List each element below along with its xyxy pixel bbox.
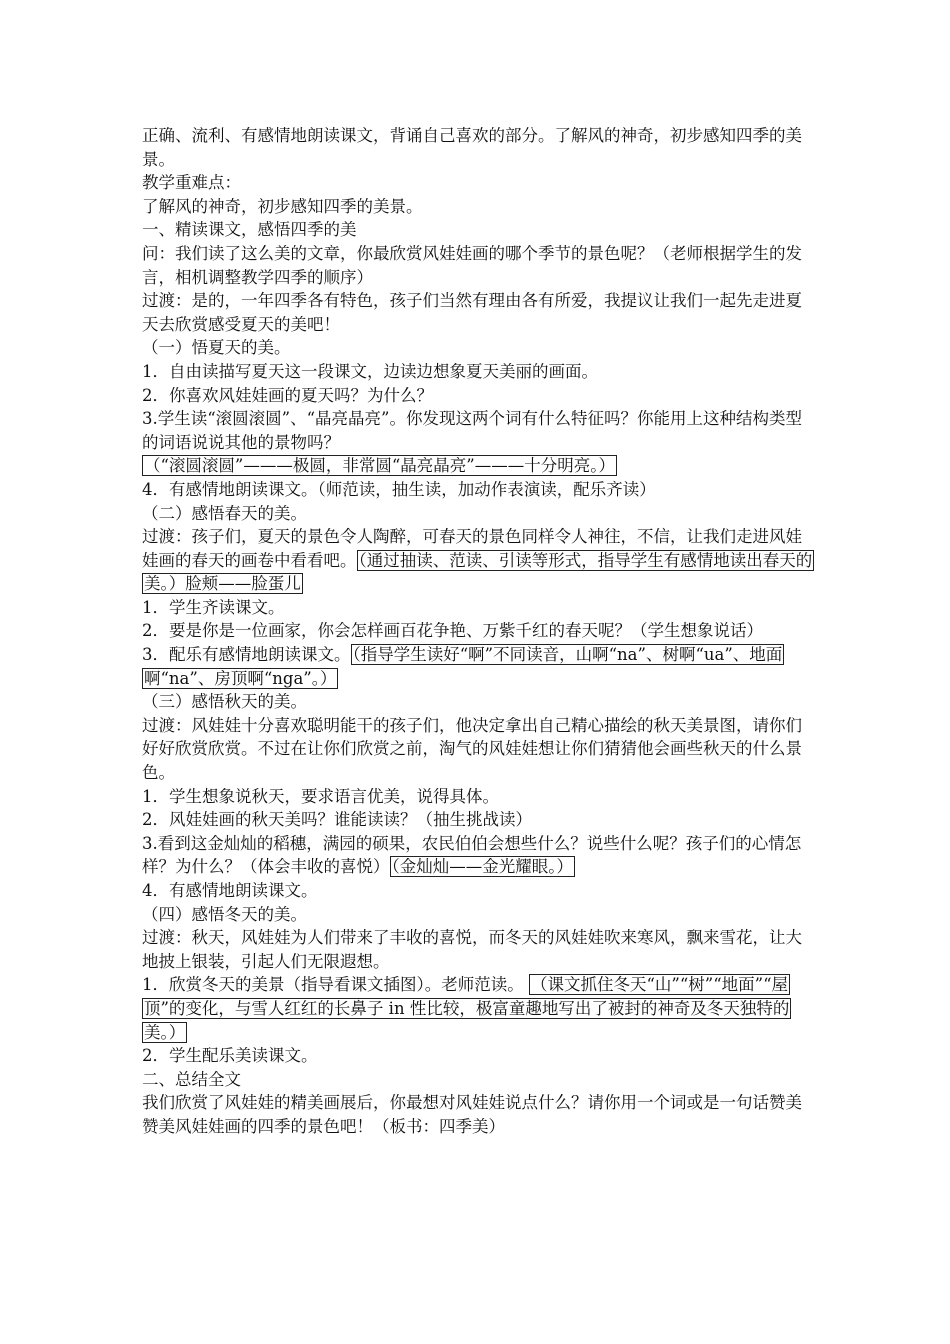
list-item: [142, 619, 814, 643]
paragraph-text: 过渡：风娃娃十分喜欢聪明能干的孩子们，他决定拿出自己精心描绘的秋天美景图，请你们好好欣赏欣赏。不过在让你们欣赏之前，淘气的风娃娃想让你们猜猜他会画些秋天的什么景色。: [142, 715, 802, 783]
paragraph-text: 1．学生想象说秋天，要求语言优美，说得具体。: [142, 786, 499, 806]
subsection-heading: [142, 502, 814, 526]
paragraph-text: 4．有感情地朗读课文。: [142, 881, 318, 900]
paragraph: [142, 242, 814, 289]
paragraph-text: （二）感悟春天的美。: [142, 503, 307, 523]
list-item: [142, 643, 814, 690]
list-item: [142, 879, 814, 903]
paragraph: [142, 289, 814, 336]
paragraph-text: 1．学生齐读课文。: [142, 597, 285, 617]
paragraph-text: 了解风的神奇，初步感知四季的美景。: [142, 196, 423, 216]
list-item: [142, 832, 814, 879]
paragraph-text: 过渡：是的，一年四季各有特色，孩子们当然有理由各有所爱，我提议让我们一起先走进夏天去欣赏感受夏天的美吧！: [142, 291, 802, 334]
boxed-annotation: （通过抽读、范读、引读等形式，指导学生有感情地读出春天的美。）脸颊——脸蛋儿: [144, 550, 813, 594]
paragraph-text: （一）悟夏天的美。: [142, 338, 291, 358]
paragraph-text: 教学重难点：: [142, 173, 241, 193]
list-item: [142, 407, 814, 478]
paragraph-text: 3．配乐有感情地朗读课文。: [142, 645, 351, 665]
document-body: [142, 124, 814, 1139]
paragraph-text: 过渡：秋天，风娃娃为人们带来了丰收的喜悦，而冬天的风娃娃吹来寒风，飘来雪花，让大地披上银装，引起人们无限遐想。: [142, 928, 802, 971]
paragraph-text: 1．欣赏冬天的美景（指导看课文插图）。老师范读。: [142, 975, 529, 995]
list-item: [142, 360, 814, 384]
list-item: [142, 785, 814, 809]
paragraph: [142, 714, 814, 785]
paragraph: [142, 1091, 814, 1138]
paragraph-text: 1．自由读描写夏天这一段课文，边读边想象夏天美丽的画面。: [142, 361, 598, 381]
paragraph-text: 我们欣赏了风娃娃的精美画展后，你最想对风娃娃说点什么？请你用一个词或是一句话赞美赞美风娃娃画的四季的景色吧！（板书：四季美）: [142, 1093, 802, 1136]
paragraph-text: 一、精读课文，感悟四季的美: [142, 220, 357, 240]
paragraph-text: 过渡：孩子们，夏天的景色令人陶醉，可春天的景色同样令人神往，不信，让我们走进风娃娃画的春天的画卷中看看吧。: [142, 527, 802, 570]
paragraph: [142, 195, 814, 219]
paragraph-text: 二、总结全文: [142, 1069, 241, 1089]
paragraph-text: 3.学生读“滚圆滚圆”、“晶亮晶亮”。你发现这两个词有什么特征吗？你能用上这种结构类型的词语说说其他的景物吗？: [142, 409, 802, 452]
section-heading: [142, 218, 814, 242]
subsection-heading: [142, 903, 814, 927]
paragraph-text: 正确、流利、有感情地朗读课文，背诵自己喜欢的部分。了解风的神奇，初步感知四季的美景。: [142, 126, 802, 169]
paragraph-text: 2．你喜欢风娃娃画的夏天吗？为什么？: [142, 385, 433, 405]
paragraph-text: 4．有感情地朗读课文。（师范读，抽生读，加动作表演读，配乐齐读）: [142, 479, 656, 499]
boxed-annotation: （金灿灿——金光耀眼。）: [391, 857, 573, 877]
boxed-annotation: （指导学生读好“啊”不同读音，山啊“na”、树啊“ua”、地面啊“na”、房顶啊“nga”。）: [144, 645, 783, 688]
list-item: [142, 478, 814, 502]
paragraph: [142, 926, 814, 973]
section-heading: [142, 1068, 814, 1092]
paragraph-text: 3.看到这金灿灿的稻穗，满园的硕果，农民伯伯会想些什么？说些什么呢？孩子们的心情怎样？为什么？（体会丰收的喜悦）: [142, 833, 802, 877]
subsection-heading: [142, 336, 814, 360]
boxed-annotation: （“滚圆滚圆”———极圆，非常圆“晶亮晶亮”———十分明亮。）: [144, 456, 615, 476]
paragraph-text: 2．要是你是一位画家，你会怎样画百花争艳、万紫千红的春天呢？（学生想象说话）: [142, 621, 763, 641]
paragraph-text: （四）感悟冬天的美。: [142, 904, 307, 924]
paragraph-text: 问：我们读了这么美的文章，你最欣赏风娃娃画的哪个季节的景色呢？（老师根据学生的发言，相机调整教学四季的顺序）: [142, 243, 802, 287]
list-item: [142, 596, 814, 620]
subsection-heading: [142, 690, 814, 714]
paragraph-text: 2．学生配乐美读课文。: [142, 1046, 318, 1066]
list-item: [142, 973, 814, 1044]
paragraph-text: （三）感悟秋天的美。: [142, 692, 307, 712]
boxed-annotation: （课文抓住冬天“山”“树”“地面”“屋顶”的变化，与雪人红红的长鼻子 in 性比较，极富童趣地写出了被封的神奇及冬天独特的美。）: [144, 975, 790, 1042]
paragraph: [142, 525, 814, 596]
paragraph: [142, 124, 814, 171]
list-item: [142, 808, 814, 832]
section-label: [142, 171, 814, 195]
list-item: [142, 384, 814, 408]
paragraph-text: 2．风娃娃画的秋天美吗？谁能读读？（抽生挑战读）: [142, 810, 532, 830]
list-item: [142, 1044, 814, 1068]
